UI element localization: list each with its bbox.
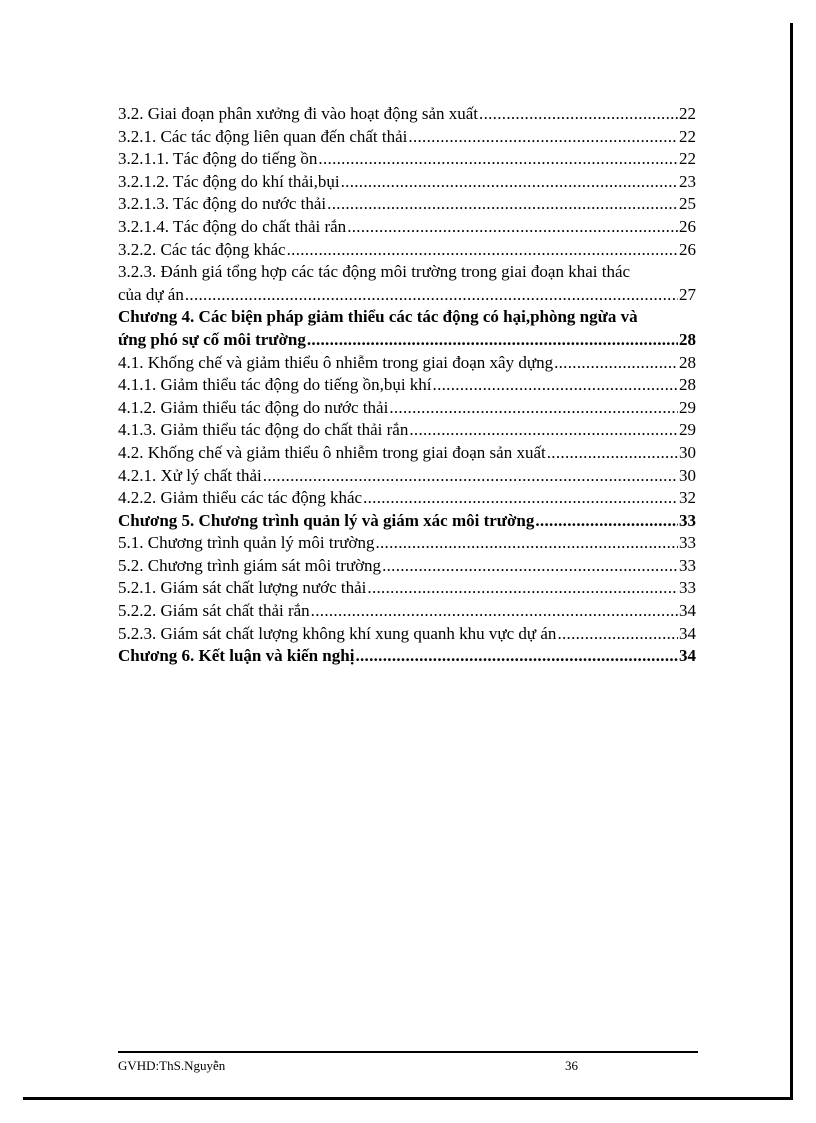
toc-leader-dots [327, 193, 678, 216]
toc-entry-title: 4.2.2. Giảm thiểu các tác động khác [118, 488, 363, 508]
toc-entry-page: 34 [679, 623, 696, 643]
toc-entry-title: 4.1.2. Giảm thiểu tác động do nước thải [118, 397, 389, 417]
toc-leader-dots [554, 352, 678, 375]
toc-leader-dots [185, 284, 678, 307]
toc-leader-dots [389, 397, 678, 420]
toc-entry-page: 30 [679, 442, 696, 462]
toc-leader-dots [367, 577, 678, 600]
toc-entry [118, 465, 696, 488]
toc-leader-dots [409, 419, 678, 442]
toc-entry [118, 171, 696, 194]
toc-leader-dots [318, 148, 678, 171]
toc-entry-page: 22 [679, 126, 696, 146]
footer-teacher: GVHD:ThS.Nguyễn [118, 1058, 226, 1073]
toc-entry-page: 22 [679, 104, 696, 123]
toc-entry-page: 28 [679, 375, 696, 395]
toc-entry-title: 3.2.1.4. Tác động do chất thải rắn [118, 216, 347, 236]
toc-entry [118, 623, 696, 646]
toc-entry [118, 261, 696, 306]
toc-entry [118, 239, 696, 262]
toc-entry [118, 645, 696, 668]
toc-entry [118, 600, 696, 623]
toc-entry-title: 3.2.3. Đánh giá tổng hợp các tác động môi trường trong giai đoạn khai thác [118, 262, 631, 282]
toc-entry-title: Chương 5. Chương trình quản lý và giám xác môi trường [118, 510, 535, 530]
toc-entry-title: 4.1. Khống chế và giảm thiểu ô nhiễm trong giai đoạn xây dựng [118, 352, 554, 372]
toc-entry-page: 27 [679, 284, 696, 304]
toc-entry-title: 3.2. Giai đoạn phân xưởng đi vào hoạt động sản xuất [118, 104, 479, 123]
toc-leader-dots [311, 600, 678, 623]
toc-entry [118, 126, 696, 149]
toc-leader-dots [307, 329, 678, 352]
toc-entry-title: 3.2.1.2. Tác động do khí thải,bụi [118, 171, 340, 191]
toc-leader-dots [479, 103, 678, 126]
toc-entry-page: 33 [679, 533, 696, 553]
toc-entry [118, 397, 696, 420]
toc-entry [118, 193, 696, 216]
toc-leader-dots [263, 465, 678, 488]
table-of-contents [118, 103, 696, 668]
toc-leader-dots [375, 532, 678, 555]
toc-entry [118, 577, 696, 600]
toc-entry-page: 34 [679, 601, 696, 621]
toc-entry [118, 532, 696, 555]
toc-entry-page: 28 [679, 352, 696, 372]
toc-entry-page: 26 [679, 216, 696, 236]
toc-entry-page: 29 [679, 420, 696, 440]
toc-entry-title: Chương 4. Các biện pháp giảm thiểu các tác động có hại,phòng ngừa và [118, 307, 638, 327]
toc-entry [118, 555, 696, 578]
toc-entry [118, 216, 696, 239]
toc-entry-title: 4.2.1. Xử lý chất thải [118, 465, 262, 485]
toc-entry-title: 3.2.1.3. Tác động do nước thải [118, 194, 327, 214]
toc-entry-title: 4.2. Khống chế và giảm thiểu ô nhiễm trong giai đoạn sản xuất [118, 442, 546, 462]
toc-entry-title: 5.2.2. Giám sát chất thải rắn [118, 601, 310, 621]
toc-entry-page: 26 [679, 239, 696, 259]
toc-leader-dots [382, 555, 678, 578]
toc-entry-page: 33 [679, 578, 696, 598]
toc-entry-page: 33 [679, 555, 696, 575]
toc-entry [118, 419, 696, 442]
toc-leader-dots [347, 216, 678, 239]
toc-entry-title: 3.2.1.1. Tác động do tiếng ồn [118, 149, 318, 169]
toc-entry-page: 28 [679, 329, 696, 349]
toc-entry-page: 32 [679, 488, 696, 508]
toc-entry [118, 148, 696, 171]
toc-entry [118, 487, 696, 510]
toc-entry-page: 25 [679, 194, 696, 214]
toc-entry-title: 4.1.1. Giảm thiểu tác động do tiếng ồn,bụi khí [118, 375, 432, 395]
toc-entry [118, 352, 696, 375]
toc-entry-page: 33 [679, 510, 696, 530]
toc-entry [118, 374, 696, 397]
toc-entry [118, 103, 696, 126]
toc-leader-dots [355, 645, 678, 668]
toc-entry-title: 5.2. Chương trình giám sát môi trường [118, 555, 382, 575]
toc-leader-dots [433, 374, 678, 397]
toc-leader-dots [547, 442, 678, 465]
toc-leader-dots [535, 510, 678, 533]
page-footer [118, 1051, 698, 1073]
toc-entry-page: 29 [679, 397, 696, 417]
toc-entry-title: 5.2.1. Giám sát chất lượng nước thải [118, 578, 367, 598]
toc-entry [118, 510, 696, 533]
footer-page-number: 36 [565, 1058, 578, 1073]
toc-entry-title: 3.2.1. Các tác động liên quan đến chất thải [118, 126, 408, 146]
toc-entry-page: 34 [679, 646, 696, 666]
toc-leader-dots [287, 239, 678, 262]
toc-entry-title: 5.2.3. Giám sát chất lượng không khí xung quanh khu vực dự án [118, 623, 557, 643]
toc-entry-title: 5.1. Chương trình quản lý môi trường [118, 533, 375, 553]
toc-entry-page: 23 [679, 171, 696, 191]
toc-leader-dots [341, 171, 678, 194]
toc-leader-dots [408, 126, 678, 149]
toc-entry-title: 4.1.3. Giảm thiểu tác động do chất thải rắn [118, 420, 409, 440]
toc-entry-title: của dự án [118, 284, 184, 304]
toc-entry [118, 442, 696, 465]
toc-entry-title: Chương 6. Kết luận và kiến nghị [118, 646, 355, 666]
toc-leader-dots [557, 623, 678, 646]
toc-leader-dots [363, 487, 678, 510]
toc-entry [118, 306, 696, 351]
toc-entry-title: 3.2.2. Các tác động khác [118, 239, 286, 259]
toc-entry-page: 30 [679, 465, 696, 485]
toc-entry-page: 22 [679, 149, 696, 169]
toc-entry-title: ứng phó sự cố môi trường [118, 329, 306, 349]
